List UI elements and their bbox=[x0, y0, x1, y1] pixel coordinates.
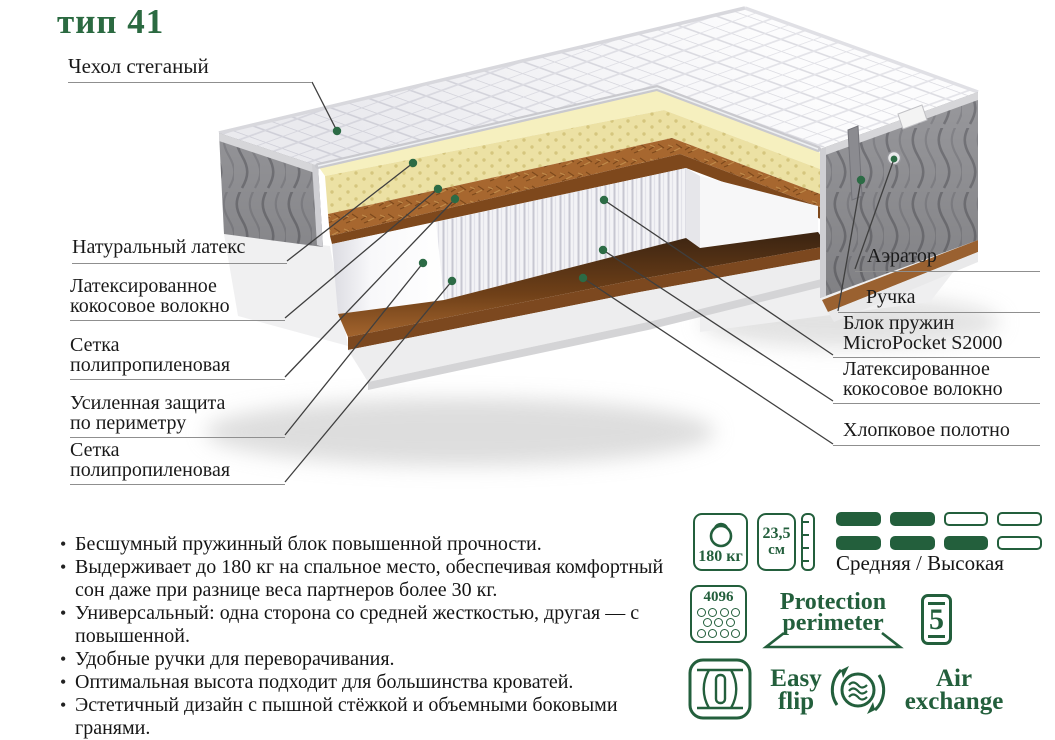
firmness-pill bbox=[944, 536, 989, 550]
feature-item: • Удобные ручки для переворачивания. bbox=[58, 648, 674, 671]
firmness-pill bbox=[997, 512, 1042, 526]
feature-item: • Универсальный: одна сторона со средней жесткостью, другая — с повышенной. bbox=[58, 602, 674, 648]
feature-item: • Эстетичный дизайн с пышной стёжкой и объемными боковыми гранями. bbox=[58, 694, 674, 740]
callout-coir-right bbox=[833, 359, 1040, 404]
callout-coir-left bbox=[70, 276, 285, 321]
firmness-pill bbox=[890, 512, 935, 526]
callout-label: Латексированное bbox=[70, 275, 217, 297]
callout-label: Усиленная защита bbox=[70, 392, 226, 414]
callout-label: Сетка bbox=[70, 439, 120, 461]
height-unit: см bbox=[768, 541, 785, 558]
callout-handle bbox=[838, 286, 1040, 313]
firmness-pill bbox=[944, 512, 989, 526]
callout-label: полипропиленовая bbox=[70, 459, 231, 481]
firmness-label: Средняя / Высокая bbox=[836, 551, 1004, 575]
firmness-pill bbox=[836, 536, 881, 550]
callout-mesh-bottom bbox=[70, 440, 285, 485]
firmness-pill bbox=[890, 536, 935, 550]
callout-label: MicroPocket S2000 bbox=[843, 332, 1003, 354]
protection-line2: perimeter bbox=[782, 610, 884, 636]
kettlebell-icon bbox=[702, 516, 740, 548]
callout-label: Сетка bbox=[70, 334, 120, 356]
callout-label: по периметру bbox=[70, 412, 187, 434]
callout-label: кокосовое волокно bbox=[70, 295, 230, 317]
feature-item: • Выдерживает до 180 кг на спальное место, обеспечивая комфортный сон даже при разнице веса партнеров более 30 кг. bbox=[58, 556, 674, 602]
callout-label: Хлопковое полотно bbox=[843, 419, 1010, 441]
protection-line1: Protection bbox=[779, 589, 887, 615]
feature-item: • Бесшумный пружинный блок повышенной прочности. bbox=[58, 533, 674, 556]
callout-label: полипропиленовая bbox=[70, 354, 231, 376]
height-badge bbox=[757, 513, 796, 571]
feature-item: • Оптимальная высота подходит для большинства кроватей. bbox=[58, 671, 674, 694]
callout-label: кокосовое волокно bbox=[843, 378, 1003, 400]
springs-count-badge bbox=[690, 585, 747, 643]
callout-label: Аэратор bbox=[867, 245, 937, 267]
springs-count-value: 4096 bbox=[703, 589, 734, 605]
warranty-badge bbox=[921, 594, 952, 645]
springs-dots-icon bbox=[697, 606, 741, 638]
callout-label: Натуральный латекс bbox=[72, 236, 246, 258]
firmness-side-1 bbox=[836, 512, 1042, 526]
callout-spring-block bbox=[833, 313, 1040, 358]
air-exchange-label: Air exchange bbox=[904, 665, 1004, 715]
callout-label: Чехол стеганый bbox=[68, 54, 209, 78]
warranty-years: 5 bbox=[929, 602, 944, 636]
callout-label: Латексированное bbox=[843, 358, 990, 380]
firmness-pill bbox=[836, 512, 881, 526]
easy-flip-label: Easy flip bbox=[770, 665, 822, 715]
callout-perimeter bbox=[70, 393, 285, 438]
protection-perimeter-badge bbox=[760, 589, 906, 650]
height-value: 23,5 bbox=[762, 524, 791, 542]
easy-flip-icon bbox=[688, 658, 752, 720]
callout-cotton bbox=[833, 419, 1040, 446]
max-weight-badge bbox=[693, 513, 748, 571]
callout-label: Блок пружин bbox=[843, 312, 955, 334]
callout-aerator bbox=[855, 245, 1040, 272]
features-list bbox=[58, 533, 674, 740]
max-weight-value: 180 кг bbox=[698, 548, 743, 565]
page-title: тип 41 bbox=[57, 2, 165, 41]
firmness-pill bbox=[997, 536, 1042, 550]
callout-latex bbox=[72, 236, 287, 264]
callout-mesh-top bbox=[70, 335, 285, 380]
callout-cover bbox=[68, 54, 312, 83]
firmness-side-2 bbox=[836, 536, 1042, 550]
air-exchange-icon bbox=[824, 656, 892, 724]
callout-label: Ручка bbox=[866, 286, 916, 308]
